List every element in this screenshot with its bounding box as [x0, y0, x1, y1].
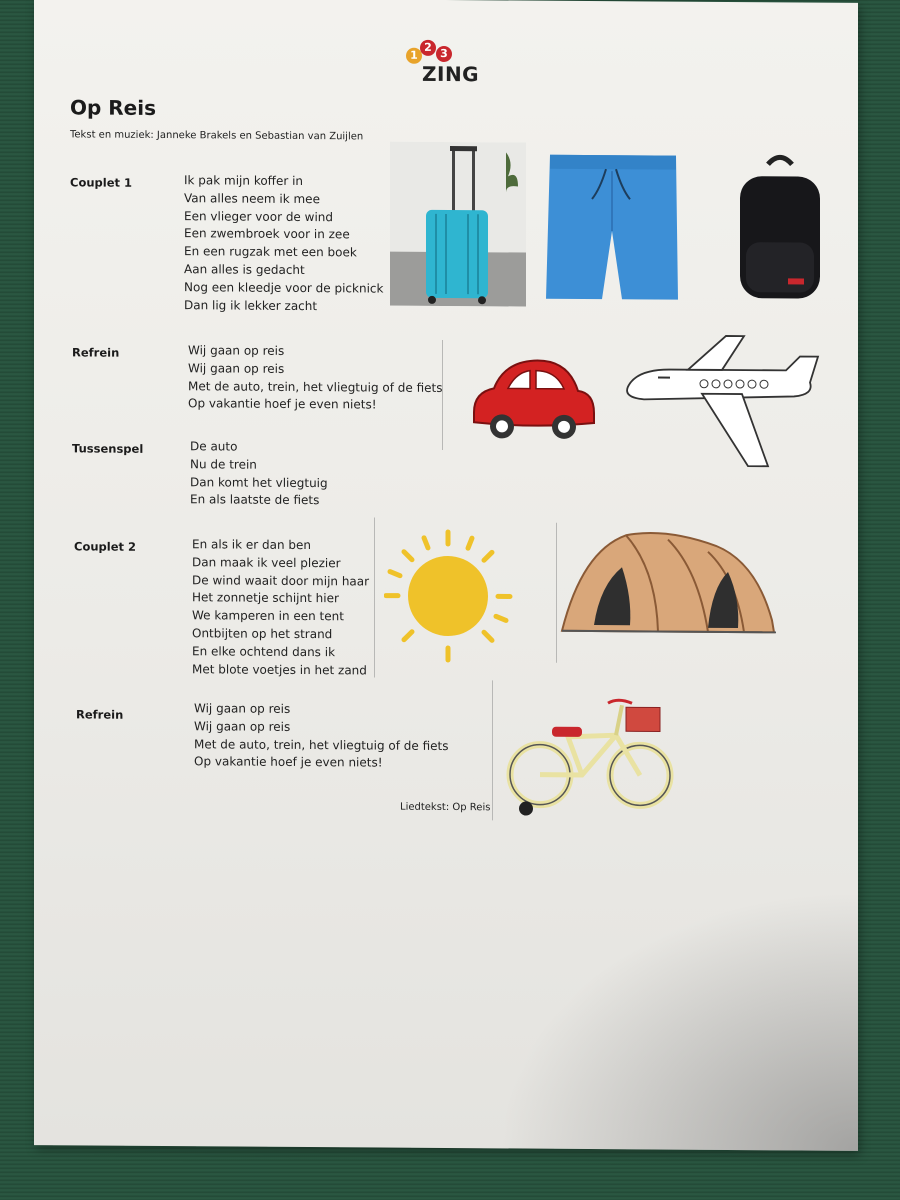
verse-couplet-1 [184, 172, 383, 316]
divider-line [492, 680, 493, 820]
verse-couplet-2 [192, 536, 369, 680]
car-drawing [468, 354, 600, 447]
lyric-line: Nog een kleedje voor de picknick [184, 279, 384, 296]
lyric-line: Wij gaan op reis [188, 343, 285, 358]
divider-line [442, 340, 443, 450]
lyric-line: En een rugzak met een boek [184, 244, 357, 260]
lyric-line: Met de auto, trein, het vliegtuig of de fiets [194, 736, 449, 753]
lyric-line: Een zwembroek voor in zee [184, 226, 350, 242]
suitcase-photo [390, 142, 526, 307]
section-label-couplet-1: Couplet 1 [70, 175, 133, 190]
sun-drawing [384, 526, 514, 667]
lyric-line: Dan komt het vliegtuig [190, 474, 328, 490]
logo-ball-2: 2 [420, 40, 436, 56]
section-label-refrein-2: Refrein [76, 707, 124, 722]
swim-shorts-photo [542, 151, 682, 304]
lyric-line: Een vlieger voor de wind [184, 208, 334, 224]
lyric-line: De wind waait door mijn haar [192, 572, 370, 589]
lyric-line: Wij gaan op reis [188, 360, 285, 376]
backpack-photo [732, 152, 828, 303]
verse-refrein-2 [194, 700, 448, 773]
lyric-line: Nu de trein [190, 457, 257, 472]
verse-refrein-1 [188, 342, 442, 415]
lyric-line: We kamperen in een tent [192, 608, 344, 624]
lyric-line: Het zonnetje schijnt hier [192, 590, 339, 606]
lyric-line: En elke ochtend dans ik [192, 644, 336, 660]
lyric-line: Ik pak mijn koffer in [184, 173, 304, 189]
divider-line [556, 523, 557, 663]
logo-word: ZING [422, 61, 480, 87]
airplane-drawing [618, 331, 824, 476]
logo-ball-3: 3 [436, 46, 452, 62]
lyric-line: Op vakantie hoef je even niets! [188, 396, 377, 412]
lyric-line: Op vakantie hoef je even niets! [194, 754, 383, 770]
lyric-line: Wij gaan op reis [194, 701, 291, 716]
zing-logo [406, 40, 480, 90]
logo-ball-1: 1 [406, 48, 422, 64]
lyrics-sheet [34, 0, 858, 1151]
lyric-line: Dan maak ik veel plezier [192, 555, 341, 571]
lyric-line: Met blote voetjes in het zand [192, 661, 367, 678]
song-title: Op Reis [70, 95, 157, 120]
lyric-line: De auto [190, 439, 238, 454]
section-label-tussenspel: Tussenspel [72, 441, 144, 456]
divider-line [374, 517, 375, 677]
footer-credit: Liedtekst: Op Reis [400, 801, 491, 814]
song-credits: Tekst en muziek: Janneke Brakels en Sebastian van Zuijlen [70, 129, 364, 143]
tent-photo [558, 527, 778, 641]
bicycle-photo [504, 690, 674, 823]
section-label-couplet-2: Couplet 2 [74, 539, 137, 554]
verse-tussenspel [190, 438, 328, 510]
lyric-line: Met de auto, trein, het vliegtuig of de fiets [188, 378, 443, 395]
lyric-line: Aan alles is gedacht [184, 262, 305, 277]
lyric-line: Van alles neem ik mee [184, 190, 320, 206]
section-label-refrein-1: Refrein [72, 345, 120, 360]
lyric-line: Dan lig ik lekker zacht [184, 297, 318, 313]
lyric-line: En als laatste de fiets [190, 492, 320, 508]
lyric-line: Wij gaan op reis [194, 719, 291, 734]
lyric-line: En als ik er dan ben [192, 537, 311, 553]
lyric-line: Ontbijten op het strand [192, 626, 333, 642]
paper-shadow [498, 888, 858, 1151]
